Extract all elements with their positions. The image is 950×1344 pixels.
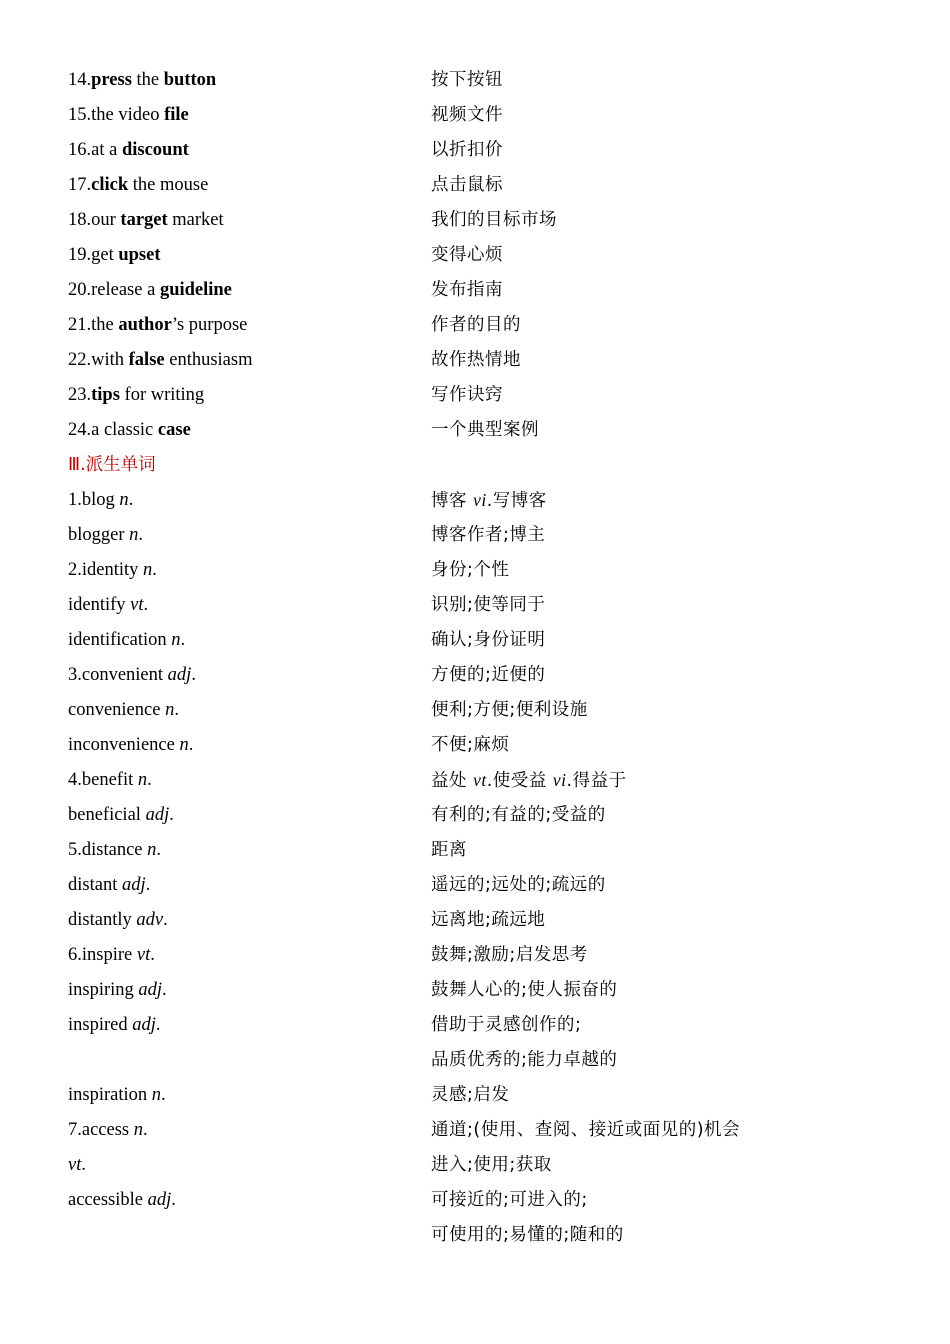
text-fragment: 21. [68,315,92,335]
derivative-chinese [431,903,545,938]
bold-keyword: click [91,175,129,195]
part-of-speech: n [179,735,189,755]
part-of-speech: vi [552,770,567,790]
text-fragment: 远离地;疏远地 [431,910,546,930]
text-fragment: . [188,735,194,755]
text-fragment: 鼓舞;激励;启发思考 [431,945,588,965]
text-fragment: enthusiasm [164,350,253,370]
text-fragment: 16. [68,140,92,160]
text-fragment: inconvenience [68,735,180,755]
derivative-word [68,693,431,728]
bold-keyword: button [163,70,217,90]
text-fragment: 便利;方便;便利设施 [431,700,588,720]
part-of-speech: vt [473,770,487,790]
text-fragment: 不便;麻烦 [431,735,510,755]
part-of-speech: adj [145,805,170,825]
phrase-english [68,308,431,343]
text-fragment: inspiration [68,1085,152,1105]
derivative-chinese [431,623,545,658]
text-fragment: 借助于灵感创作的; [431,1015,582,1035]
phrase-chinese: 视频文件 [431,105,503,125]
bold-keyword: false [128,350,165,370]
part-of-speech: adj [147,1190,172,1210]
text-fragment: blogger [68,525,130,545]
derivative-chinese [431,1183,588,1218]
part-of-speech: adj [132,1015,156,1035]
phrase-chinese: 我们的目标市场 [431,210,557,230]
derivative-chinese [431,798,606,833]
phrase-chinese: 作者的目的 [431,315,521,335]
derivative-row [68,518,888,553]
text-fragment: at a [91,140,122,160]
phrase-row [68,203,888,238]
bold-keyword: tips [91,385,120,405]
phrase-chinese: 发布指南 [431,280,503,300]
bold-keyword: upset [118,245,161,265]
text-fragment: . [150,945,155,965]
part-of-speech: n [129,525,139,545]
text-fragment: for writing [119,385,205,405]
text-fragment: 通道;(使用、查阅、接近或面见的)机会 [431,1120,741,1140]
text-fragment: the [91,315,119,335]
text-fragment: . [143,1120,148,1140]
derivative-word [68,938,431,973]
part-of-speech: vt [136,945,151,965]
derivative-row [68,833,888,868]
derivative-chinese [431,1078,509,1113]
phrase-chinese: 按下按钮 [431,70,503,90]
derivative-chinese [431,833,467,868]
text-fragment: . [169,805,174,825]
text-fragment: 可使用的;易懂的;随和的 [431,1225,624,1245]
derivative-word [68,483,431,518]
text-fragment: . [138,525,144,545]
derivative-chinese [431,693,588,728]
text-fragment: . [162,980,167,1000]
text-fragment: 18. [68,210,92,230]
text-fragment: . [156,840,161,860]
derivative-row [68,1078,888,1113]
phrase-english [68,378,431,413]
text-fragment: 识别;使等同于 [431,595,546,615]
text-fragment: market [167,210,224,230]
text-fragment: the [131,70,164,90]
text-fragment: 1.blog [68,490,120,510]
text-fragment: 17. [68,175,92,195]
text-fragment: 灵感;启发 [431,1085,510,1105]
phrase-row [68,343,888,378]
derivative-word [68,763,431,798]
text-fragment: . [145,875,151,895]
derivative-row [68,1113,888,1148]
phrase-english [68,273,431,308]
section-heading-text: Ⅲ.派生单词 [68,455,156,475]
phrase-english [68,238,431,273]
vocabulary-list [68,63,888,1253]
text-fragment: . [174,700,179,720]
text-fragment: 19. [68,245,92,265]
derivative-row [68,798,888,833]
derivative-word [68,903,431,938]
derivative-word [68,588,431,623]
bold-keyword: file [164,105,189,125]
text-fragment: .写博客 [486,491,547,511]
text-fragment: inspiring [68,980,139,1000]
derivative-row [68,1183,888,1218]
section-heading [68,448,888,483]
derivative-chinese [431,588,545,623]
phrase-row [68,98,888,133]
part-of-speech: vi [473,490,487,510]
derivative-word [68,868,431,903]
phrase-row [68,238,888,273]
text-fragment: 遥远的;远处的;疏远的 [431,875,606,895]
text-fragment: . [81,1155,86,1175]
part-of-speech: n [133,1120,143,1140]
text-fragment: .得益于 [566,771,627,791]
derivative-word [68,973,431,1008]
phrase-english [68,343,431,378]
derivative-chinese [431,553,509,588]
derivative-word [68,658,431,693]
bold-keyword: guideline [159,280,232,300]
text-fragment: 3.convenient [68,665,168,685]
phrase-english [68,63,431,98]
derivative-row [68,623,888,658]
text-fragment: 身份;个性 [431,560,510,580]
bold-keyword: case [157,420,191,440]
text-fragment: 24. [68,420,92,440]
text-fragment: 品质优秀的;能力卓越的 [431,1050,618,1070]
text-fragment: 4.benefit [68,770,138,790]
phrase-english [68,413,431,448]
part-of-speech: n [171,630,181,650]
text-fragment: . [128,490,134,510]
bold-keyword: author [118,315,172,335]
part-of-speech: n [147,840,157,860]
text-fragment: accessible [68,1190,148,1210]
text-fragment: get [91,245,119,265]
derivative-word [68,728,431,763]
derivative-row [68,763,888,798]
part-of-speech: adj [167,665,192,685]
text-fragment: 鼓舞人心的;使人振奋的 [431,980,618,1000]
text-fragment: inspired [68,1015,133,1035]
text-fragment: 22. [68,350,92,370]
bold-keyword: press [91,70,132,90]
text-fragment: release a [91,280,160,300]
text-fragment: 15. [68,105,92,125]
part-of-speech: n [137,770,148,790]
text-fragment: beneficial [68,805,146,825]
derivative-row [68,1043,888,1078]
text-fragment: identification [68,630,172,650]
text-fragment: .使受益 [486,771,553,791]
phrase-row [68,133,888,168]
derivative-chinese [431,973,617,1008]
text-fragment: 5.distance [68,840,148,860]
derivative-word [68,518,431,553]
text-fragment: 可接近的;可进入的; [431,1190,588,1210]
part-of-speech: adj [121,875,146,895]
text-fragment: 进入;使用;获取 [431,1155,552,1175]
derivative-word [68,553,431,588]
bold-keyword: target [120,210,168,230]
derivative-word [68,1183,431,1218]
text-fragment: 方便的;近便的 [431,665,546,685]
text-fragment: 益处 [431,771,474,791]
phrase-chinese: 写作诀窍 [431,385,503,405]
text-fragment: . [191,665,196,685]
derivative-chinese [431,1043,617,1078]
derivative-row [68,1218,888,1253]
text-fragment: . [143,595,149,615]
part-of-speech: vt [130,595,144,615]
text-fragment: the video [91,105,165,125]
text-fragment: distant [68,875,122,895]
phrase-english [68,168,431,203]
derivative-row [68,693,888,728]
text-fragment: 有利的;有益的;受益的 [431,805,606,825]
derivative-row [68,1148,888,1183]
part-of-speech: n [143,560,153,580]
derivative-row [68,553,888,588]
phrase-row [68,63,888,98]
part-of-speech: n [151,1085,162,1105]
phrase-row [68,168,888,203]
phrase-chinese: 一个典型案例 [431,420,539,440]
derivative-chinese [431,483,547,518]
derivative-chinese [431,868,606,903]
phrase-row [68,273,888,308]
phrase-chinese: 以折扣价 [431,140,503,160]
derivative-chinese [431,1008,581,1043]
derivative-chinese [431,1148,552,1183]
phrase-english [68,98,431,133]
derivative-row [68,588,888,623]
derivative-row [68,938,888,973]
text-fragment: a classic [91,420,158,440]
derivative-word [68,623,431,658]
text-fragment: 2.identity [68,560,144,580]
phrase-row [68,378,888,413]
derivative-row [68,903,888,938]
part-of-speech: adj [138,980,163,1000]
derivative-word [68,1078,431,1113]
part-of-speech: adv [136,910,164,930]
derivative-word [68,1148,431,1183]
text-fragment: 6.inspire [68,945,137,965]
derivative-chinese [431,658,545,693]
text-fragment: distantly [68,910,137,930]
derivative-row [68,868,888,903]
text-fragment: 20. [68,280,92,300]
text-fragment: . [171,1190,176,1210]
part-of-speech: n [119,490,129,510]
derivative-word [68,1043,431,1078]
text-fragment: ’s purpose [171,315,248,335]
text-fragment: . [152,560,157,580]
text-fragment: . [147,770,152,790]
phrase-row [68,308,888,343]
phrase-english [68,133,431,168]
phrase-chinese: 点击鼠标 [431,175,503,195]
derivative-chinese [431,938,588,973]
text-fragment: 距离 [431,840,467,860]
derivative-word [68,833,431,868]
derivative-chinese [431,763,627,798]
bold-keyword: discount [121,140,189,160]
text-fragment: . [180,630,186,650]
part-of-speech: n [165,700,175,720]
derivative-chinese [431,1113,740,1148]
phrase-row [68,413,888,448]
text-fragment: . [155,1015,161,1035]
phrase-chinese: 变得心烦 [431,245,503,265]
text-fragment: convenience [68,700,166,720]
derivative-row [68,1008,888,1043]
text-fragment: with [91,350,129,370]
derivative-word [68,1113,431,1148]
phrase-chinese: 故作热情地 [431,350,521,370]
text-fragment: . [163,910,168,930]
derivative-word [68,1218,431,1253]
text-fragment: 7.access [68,1120,134,1140]
phrase-english [68,203,431,238]
text-fragment: 博客 [431,491,474,511]
text-fragment: 确认;身份证明 [431,630,546,650]
derivative-word [68,1008,431,1043]
derivative-chinese [431,518,545,553]
text-fragment: 23. [68,385,92,405]
derivative-row [68,483,888,518]
text-fragment: our [91,210,121,230]
text-fragment: 博客作者;博主 [431,525,546,545]
derivative-row [68,658,888,693]
text-fragment: 14. [68,70,92,90]
derivative-word [68,798,431,833]
part-of-speech: vt [68,1155,82,1175]
derivative-row [68,728,888,763]
text-fragment: . [161,1085,166,1105]
derivative-chinese [431,728,509,763]
text-fragment: the mouse [128,175,209,195]
text-fragment: identify [68,595,131,615]
derivative-row [68,973,888,1008]
derivative-chinese [431,1218,624,1253]
